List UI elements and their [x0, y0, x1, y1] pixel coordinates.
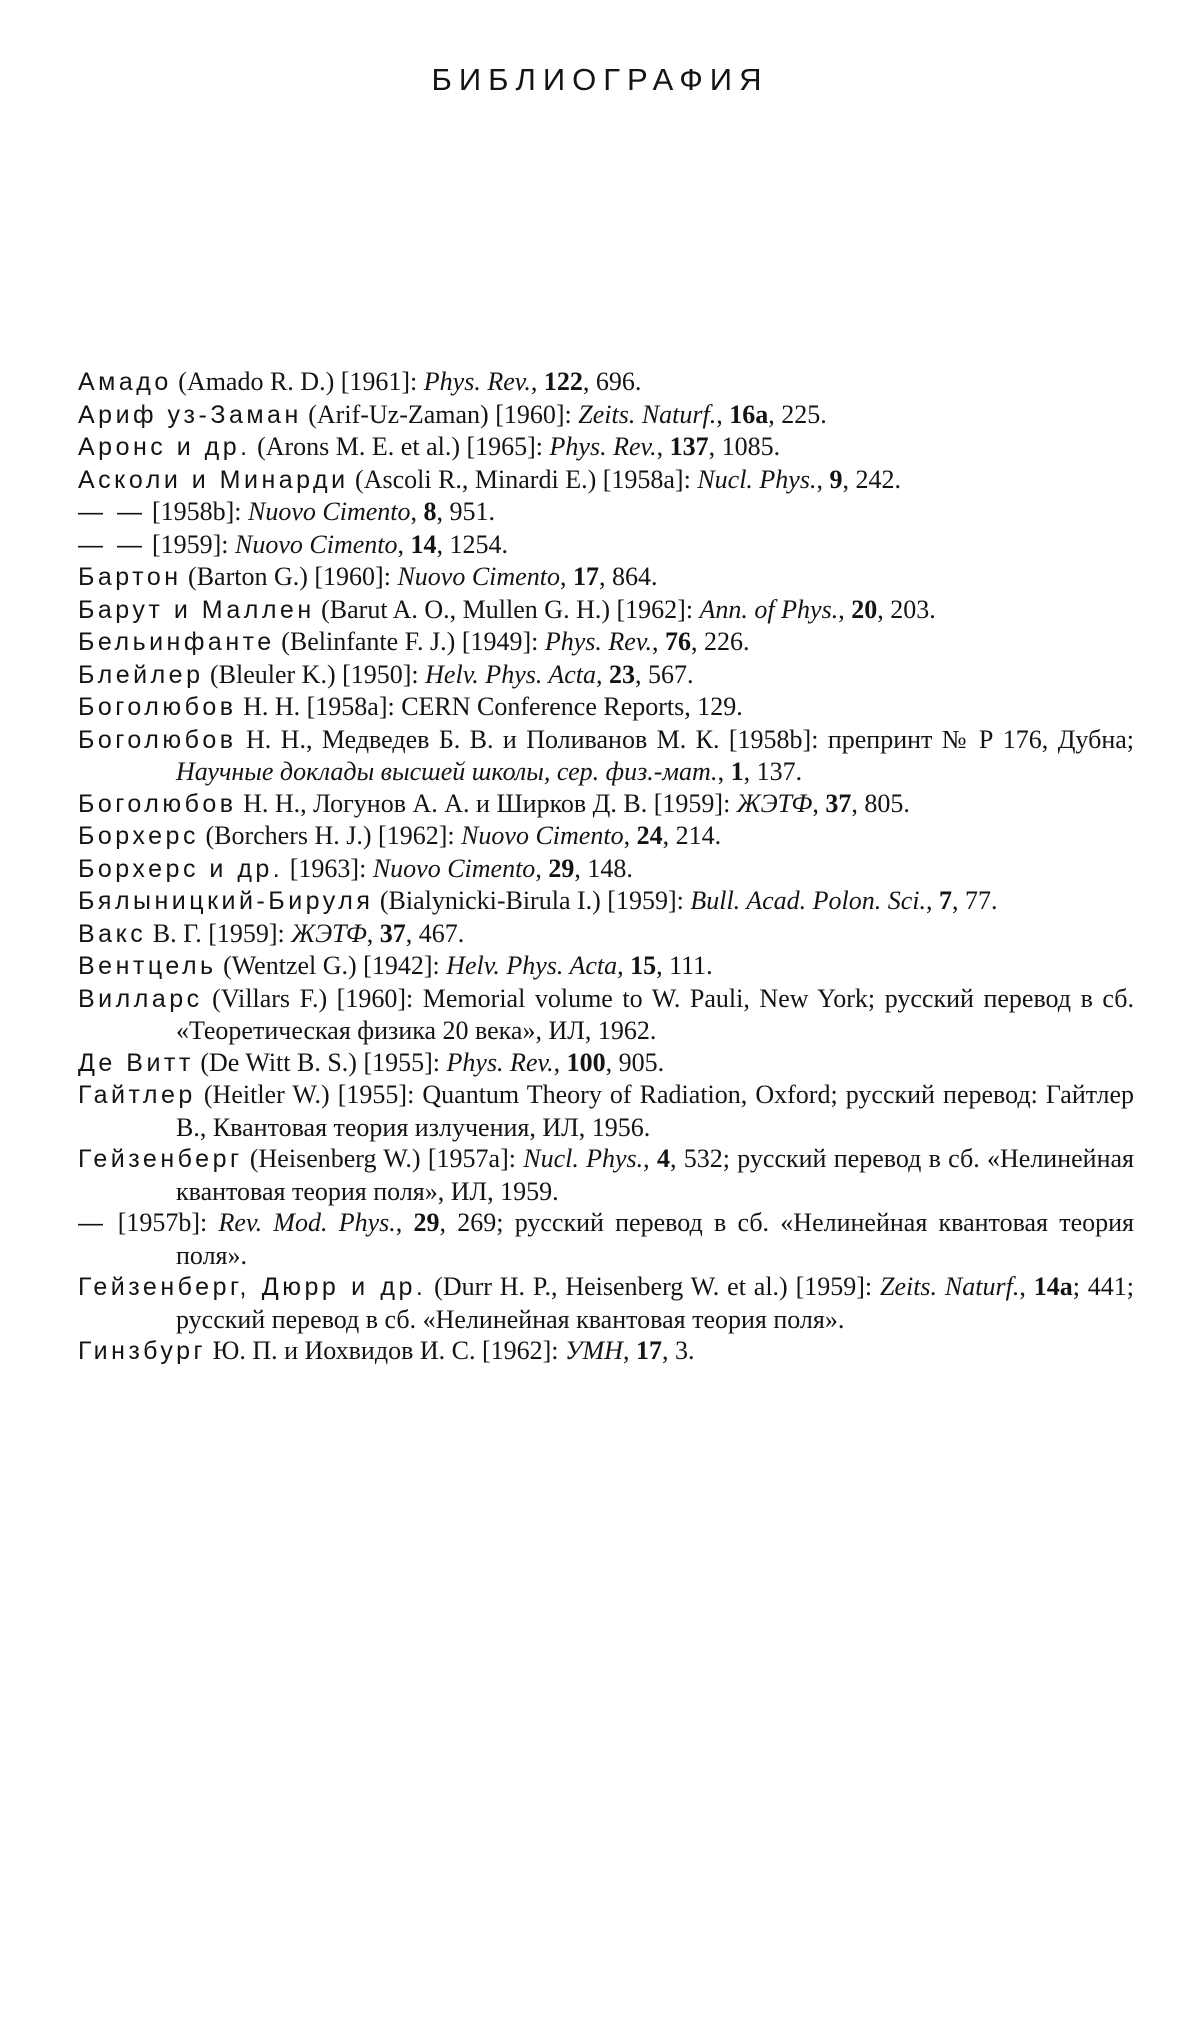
entry-ref: (Amado R. D.) [1961]: [171, 367, 424, 396]
entry-sep: , [716, 399, 730, 429]
entry-journal: Zeits. Naturf. [578, 399, 717, 429]
entry-sep: , [366, 918, 380, 948]
entry-volume: 7 [939, 886, 952, 915]
entry-journal: Phys. Rev. [544, 627, 652, 656]
entry-pages: , 567. [635, 659, 694, 689]
entry-ref: (Bleuler K.) [1950]: [203, 659, 426, 689]
entry-volume: 8 [423, 497, 437, 526]
entry-pages: , 203. [877, 594, 936, 624]
entry-sep: , [535, 853, 549, 883]
entry-pages: , 532; русский перевод в сб. «Нелинейная квантовая теория поля», ИЛ, 1959. [176, 1144, 1135, 1206]
entry-journal: Nuovo Cimento [372, 853, 536, 883]
entry-pages: , 951. [436, 497, 495, 526]
entry-pages: , 148. [574, 853, 633, 883]
entry-volume: 122 [543, 367, 583, 396]
entry-sep: , [1019, 1272, 1034, 1301]
entry-journal: Nucl. Phys. [697, 464, 817, 494]
entry-ref: (Villars F.) [1960]: Memorial volume to W. Pauli, New York; русский перевод в сб. «Теоретическая физика 20 века», ИЛ, 1962. [176, 983, 1134, 1045]
entry-ref: (Borchers H. J.) [1962]: [198, 821, 462, 850]
entry-author: Бельинфанте [78, 628, 275, 656]
entry-pages: , 111. [656, 951, 713, 980]
entry-ref: [1958b]: [145, 497, 248, 526]
entry-ref: (Bialynicki-Birula I.) [1959]: [373, 886, 691, 915]
entry-pages: , 696. [582, 367, 642, 396]
entry-ref: Н. Н., Медведев Б. В. и Поливанов М. К. [1958b]: препринт № Р 176, Дубна; [236, 724, 1134, 754]
entry-volume: 100 [566, 1047, 606, 1077]
entry-volume: 17 [635, 1336, 662, 1365]
entry-journal: ЖЭТФ [291, 918, 367, 948]
entry-author: Бялыницкий-Бируля [78, 887, 374, 915]
bib-entry [78, 983, 1134, 1047]
entry-author: Бартон [78, 563, 182, 591]
entry-volume: 29 [548, 853, 575, 883]
entry-sep: , [651, 627, 665, 656]
entry-ref: [1959]: [145, 529, 235, 559]
entry-sep: , [717, 757, 731, 786]
entry-pages: , 137. [743, 757, 803, 786]
bib-entry [78, 464, 1134, 497]
entry-journal: Phys. Rev. [423, 367, 531, 396]
entry-sep: , [623, 821, 637, 850]
bib-entry [78, 594, 1134, 627]
entry-pages: , 214. [662, 821, 722, 850]
bib-entry [78, 788, 1134, 821]
bib-entry [78, 496, 1134, 529]
entry-pages: , 226. [690, 627, 750, 656]
entry-sep: , [816, 464, 830, 494]
entry-journal: Nuovo Cimento [461, 821, 624, 850]
bib-entry [78, 918, 1134, 951]
entry-volume: 17 [572, 562, 599, 591]
entry-pages: , 77. [952, 886, 998, 915]
entry-author: Барут и Маллен [78, 595, 315, 624]
entry-journal: Helv. Phys. Acta [446, 951, 618, 980]
entry-volume: 9 [829, 464, 843, 494]
entry-journal: УМН [565, 1336, 623, 1365]
entry-pages: , 1254. [436, 529, 508, 559]
entry-sep: , [530, 367, 544, 396]
entry-sep: , [596, 659, 610, 689]
bib-entry [78, 950, 1134, 983]
entry-author: Гинзбург [78, 1337, 207, 1365]
entry-journal: Nuovo Cimento [235, 529, 398, 559]
entry-ref: (Belinfante F. J.) [1949]: [274, 627, 545, 656]
entry-ref: (Heisenberg W.) [1957a]: [242, 1144, 524, 1173]
entry-sep: , [410, 497, 424, 526]
entry-volume: 37 [379, 918, 406, 948]
entry-author: Вакс [78, 919, 147, 948]
bib-entry [78, 1079, 1134, 1143]
entry-sep: , [656, 432, 670, 461]
entry-volume: 15 [630, 951, 657, 980]
entry-author: — — [78, 498, 146, 526]
entry-journal: Zeits. Naturf. [879, 1272, 1020, 1301]
entry-ref: (Heitler W.) [1955]: Quantum Theory of Radiation, Oxford; русский перевод: Гайтлер В., Квантовая теория излучения, ИЛ, 1956. [176, 1080, 1134, 1142]
entry-sep: , [643, 1144, 657, 1173]
bibliography-list [78, 366, 1134, 1368]
entry-volume: 137 [669, 432, 709, 461]
entry-volume: 16a [729, 399, 769, 429]
entry-ref: [1963]: [283, 853, 373, 883]
entry-author: Борхерс [78, 822, 199, 850]
entry-ref: (Barton G.) [1960]: [181, 562, 398, 591]
entry-pages: , 3. [661, 1336, 695, 1365]
entry-sep: , [617, 951, 631, 980]
entry-journal: Ann. of Phys. [699, 594, 839, 624]
entry-author: Вентцель [78, 952, 217, 980]
bib-entry [78, 1207, 1134, 1271]
entry-author: — [78, 1209, 107, 1237]
entry-volume: 14 [410, 529, 437, 559]
entry-ref: (Ascoli R., Minardi E.) [1958a]: [348, 464, 698, 494]
entry-pages: , 242. [842, 464, 901, 494]
entry-pages: ; 441; русский перевод в сб. «Нелинейная квантовая теория поля». [176, 1272, 1134, 1334]
entry-volume: 24 [636, 821, 663, 850]
bib-entry [78, 820, 1134, 853]
entry-journal: Helv. Phys. Acta [425, 659, 597, 689]
entry-journal: Rev. Mod. Phys. [218, 1208, 396, 1237]
entry-pages: , 1085. [708, 432, 781, 461]
entry-journal: ЖЭТФ [736, 788, 813, 818]
entry-pages: , 864. [598, 562, 658, 591]
entry-volume: 76 [664, 627, 691, 656]
entry-journal: Nuovo Cimento [397, 562, 560, 591]
entry-pages: , 269; русский перевод в сб. «Нелинейная квантовая теория поля». [176, 1208, 1135, 1270]
entry-sep: , [838, 594, 852, 624]
entry-volume: 23 [609, 659, 636, 689]
entry-volume: 29 [413, 1208, 440, 1237]
entry-ref: Н. Н. [1958a]: CERN Conference Reports, 129. [236, 692, 743, 721]
bib-entry [78, 431, 1134, 464]
bib-entry [78, 626, 1134, 659]
entry-author: Де Витт [78, 1048, 194, 1077]
entry-pages: , 467. [405, 918, 465, 948]
entry-journal: Phys. Rev. [446, 1047, 554, 1077]
bib-entry [78, 659, 1134, 692]
entry-sep: , [397, 529, 411, 559]
bib-entry [78, 885, 1134, 918]
entry-author: Ариф уз-Заман [78, 400, 302, 429]
entry-author: Гайтлер [78, 1081, 196, 1109]
entry-ref: (Durr H. P., Heisenberg W. et al.) [1959]: [426, 1272, 880, 1301]
bib-entry [78, 561, 1134, 594]
entry-volume: 14a [1033, 1272, 1073, 1301]
entry-pages: , 905. [605, 1047, 665, 1077]
entry-author: Боголюбов [78, 693, 237, 721]
bib-entry [78, 366, 1134, 399]
bib-entry [78, 1335, 1134, 1368]
bib-entry [78, 853, 1134, 886]
entry-ref: (De Witt B. S.) [1955]: [193, 1047, 447, 1077]
entry-author: Асколи и Минарди [78, 465, 349, 494]
entry-author: Вилларс [78, 984, 203, 1013]
entry-journal: Nuovo Cimento [248, 497, 411, 526]
bib-entry [78, 1271, 1134, 1335]
entry-ref: Ю. П. и Иохвидов И. С. [1962]: [206, 1336, 566, 1365]
entry-journal: Phys. Rev. [549, 432, 657, 461]
entry-ref: (Arons M. E. et al.) [1965]: [250, 432, 550, 461]
entry-ref: В. Г. [1959]: [146, 918, 292, 948]
entry-journal: Bull. Acad. Polon. Sci. [690, 886, 926, 915]
entry-sep: , [622, 1336, 636, 1365]
entry-journal: Nucl. Phys. [523, 1144, 644, 1173]
entry-author: Борхерс и др. [78, 854, 284, 883]
entry-volume: 4 [656, 1144, 670, 1173]
entry-author: Гейзенберг, Дюрр и др. [78, 1273, 427, 1301]
bib-entry [78, 1143, 1134, 1207]
entry-pages: , 225. [768, 399, 827, 429]
entry-author: — — [78, 530, 146, 559]
entry-sep: , [926, 886, 939, 915]
entry-sep: , [559, 562, 573, 591]
entry-ref: [1957b]: [106, 1208, 219, 1237]
entry-ref: Н. Н., Логунов А. А. и Ширков Д. В. [1959]: [236, 788, 737, 818]
bib-entry [78, 691, 1134, 724]
entry-sep: , [395, 1208, 414, 1237]
bib-entry [78, 529, 1134, 562]
entry-ref: (Wentzel G.) [1942]: [216, 951, 447, 980]
entry-volume: 1 [730, 757, 744, 786]
entry-ref: (Arif-Uz-Zaman) [1960]: [301, 399, 579, 429]
entry-author: Аронс и др. [78, 433, 251, 461]
entry-volume: 37 [825, 788, 852, 818]
entry-author: Гейзенберг [78, 1145, 243, 1173]
entry-author: Боголюбов [78, 725, 237, 754]
entry-author: Блейлер [78, 660, 204, 689]
bib-entry [78, 1047, 1134, 1080]
bib-entry [78, 724, 1134, 788]
page-title: БИБЛИОГРАФИЯ [431, 62, 769, 97]
entry-sep: , [553, 1047, 567, 1077]
entry-sep: , [812, 788, 826, 818]
entry-author: Амадо [78, 368, 172, 396]
entry-journal: Научные доклады высшей школы, сер. физ.-мат. [176, 757, 718, 786]
entry-author: Боголюбов [78, 789, 237, 818]
entry-ref: (Barut A. O., Mullen G. H.) [1962]: [314, 594, 700, 624]
entry-pages: , 805. [851, 788, 910, 818]
bib-entry [78, 399, 1134, 432]
entry-volume: 20 [851, 594, 878, 624]
